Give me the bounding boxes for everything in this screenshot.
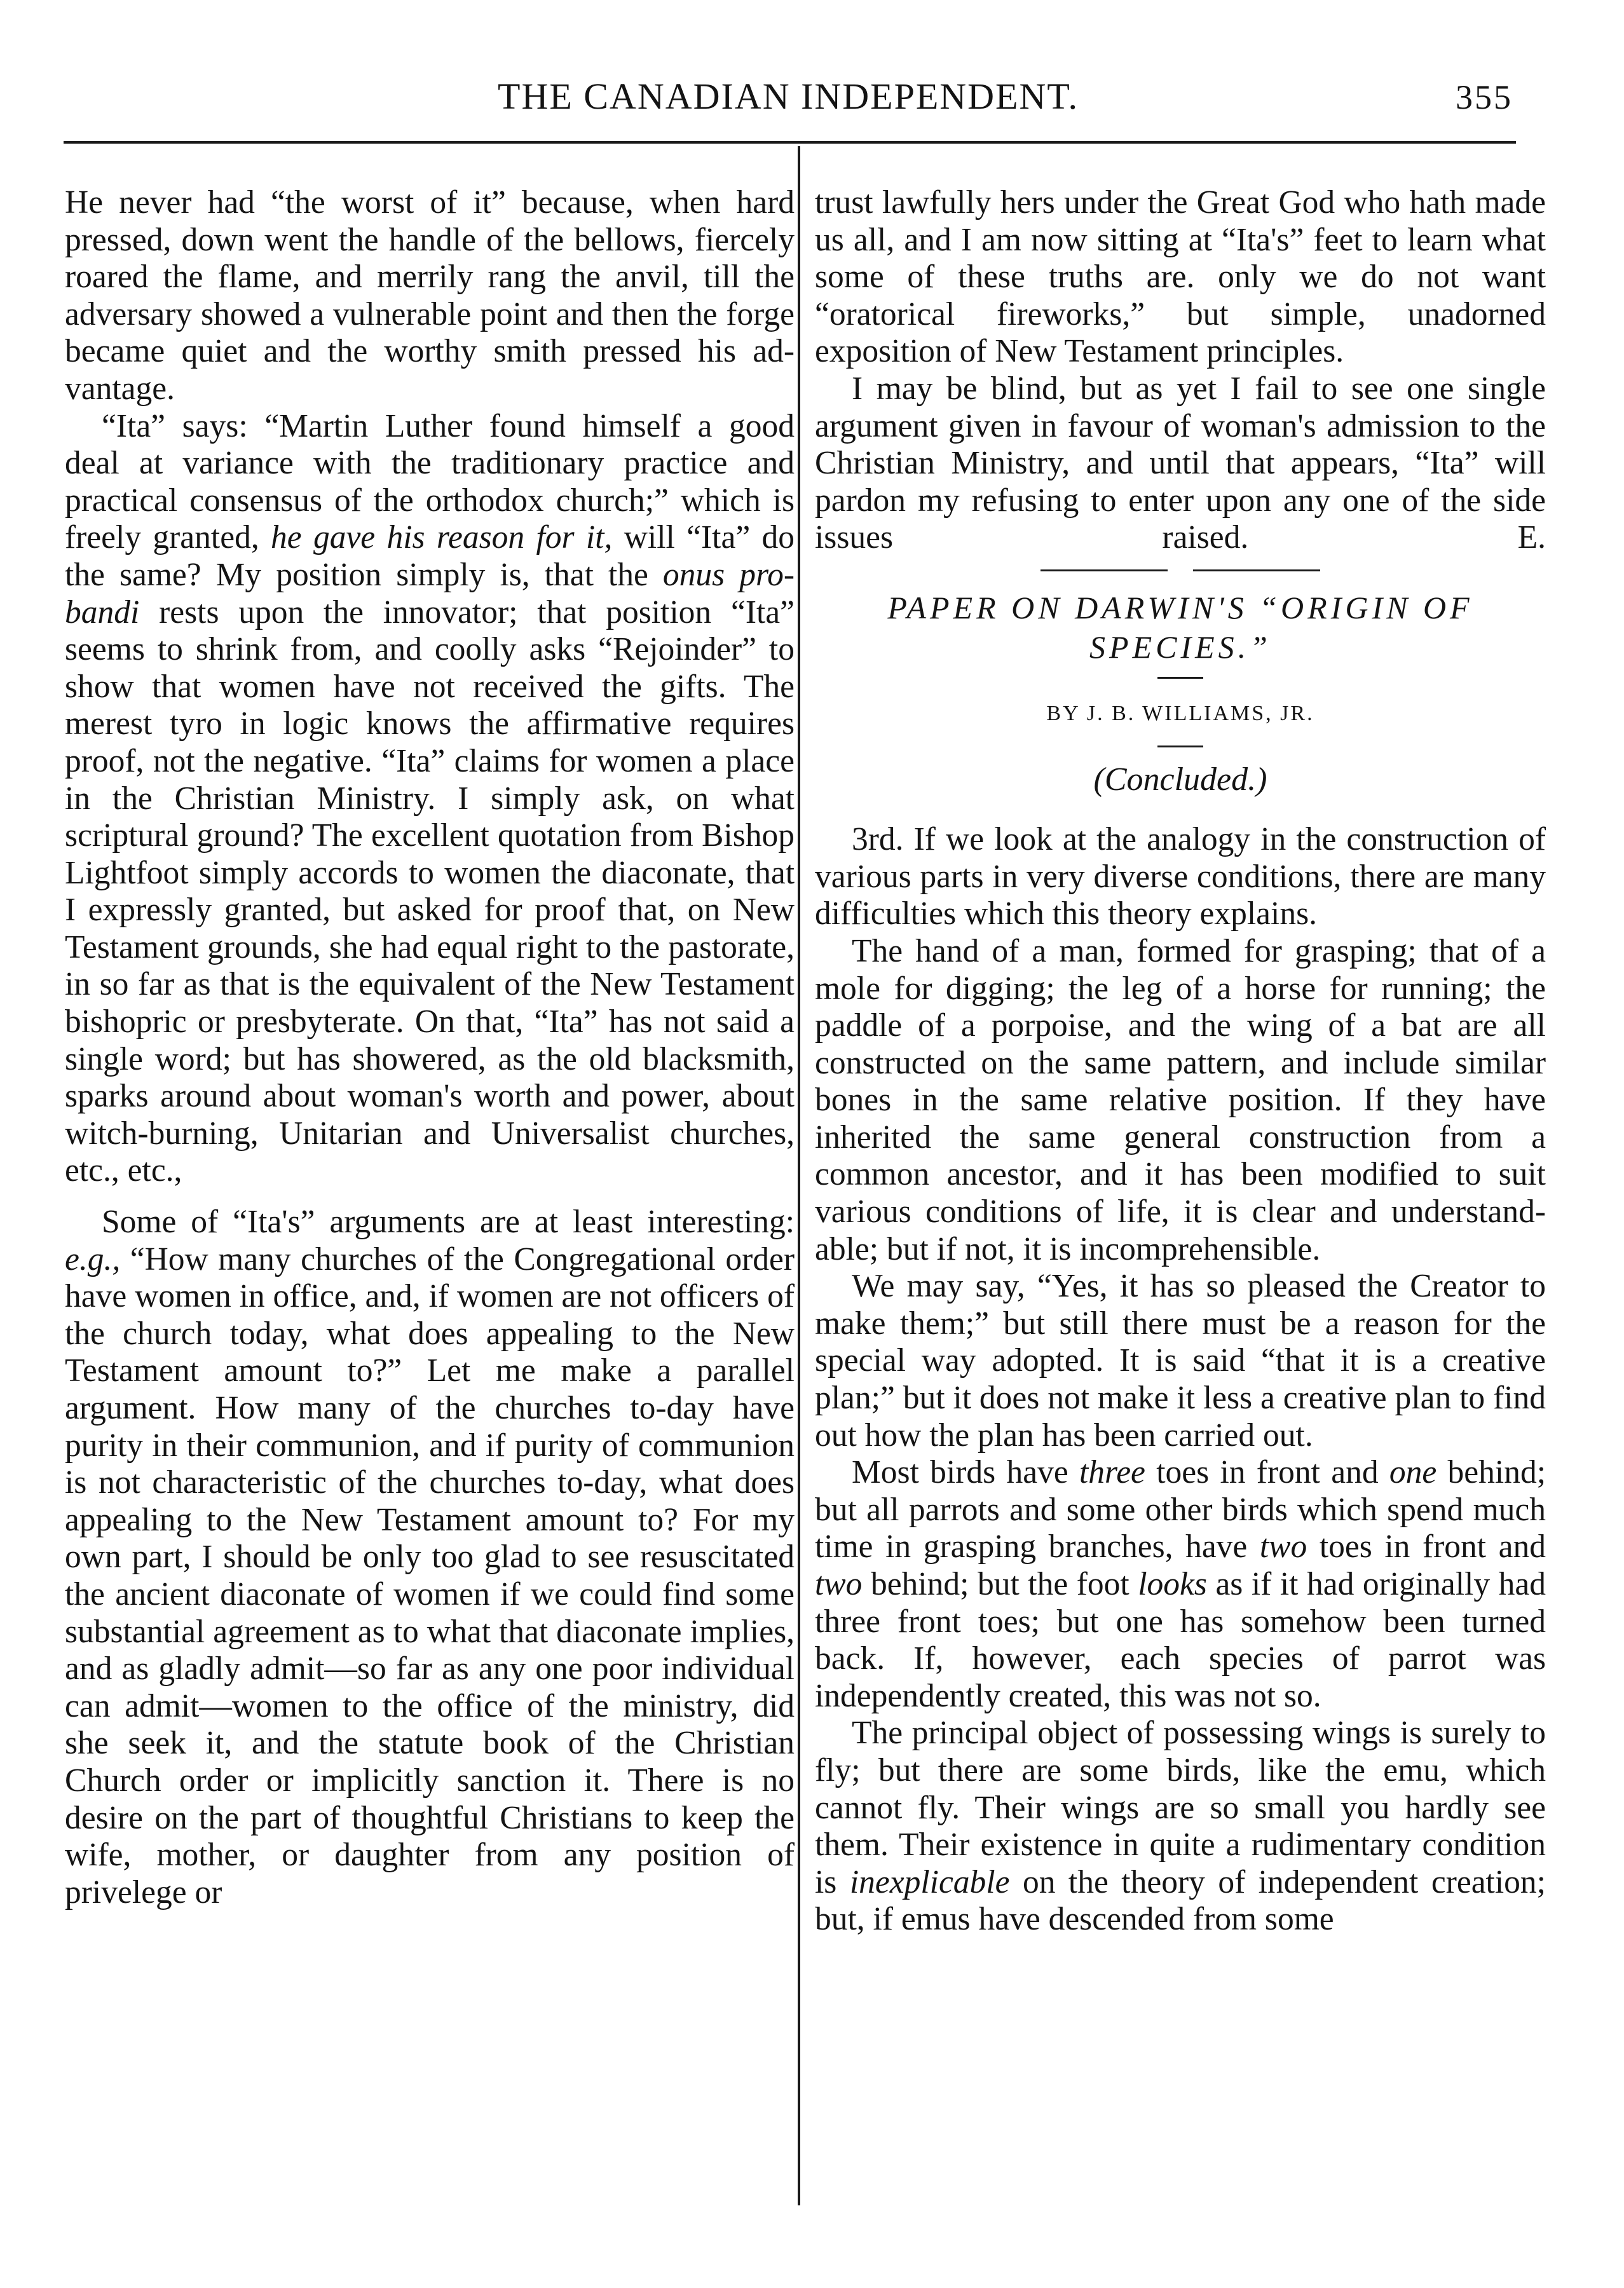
running-head [64,75,1513,126]
text-run: toes in front and [1307,1529,1546,1565]
text-run: on the theory of independent creation; but, if emus have descended from some [815,1863,1546,1938]
left-paragraph-1: He never had “the worst of it” because, when hard pressed, down went the handle of the bellows, fiercely roared the flame, and merrily rang the anvil, till the adversary showed a vulnerable point and then the forge became quiet and the worthy smith pressed his advantage. [65,184,795,407]
text-run: I may be blind, but as yet I fail to see one single argument given in favour of woman's admission to the Christian Ministry, and until that appears, “Ita” will pardon my refusing to enter upon any one of the side issues raised. [815,370,1546,556]
text-run: will “Ita” do the same? My position simply is, that the [65,519,795,593]
text-run: rests upon the innovator; that position “Ita” seems to shrink from, and coolly asks “Rejoinder” to show that women have not received the gifts. The merest tyro in logic knows the affirmative requires proof, not the negative. “Ita” claims for women a place in the Christian Ministry. I simply ask, on what scriptural ground? The excellent quotation from Bishop Lightfoot simply accords to women the diaconate, that I expressly granted, but asked for proof that, on New Testament grounds, she had equal right to the pastorate, in so far as that is the equivalent of the New Testament bishopric or presbyterate. On that, “Ita” has not said a single word; but has showered, as the old blacksmith, sparks around about woman's worth and power, about witch-burning, Unitarian and Universalist churches, etc., etc., [65,594,795,1189]
article-title-line: PAPER ON DARWIN'S “ORIGIN OF [887,589,1473,625]
italic-run: inexplicable [849,1863,1010,1900]
signature: E. [1517,519,1546,556]
italic-run: two [1259,1529,1307,1565]
concluded-note: (Concluded.) [1093,761,1267,798]
left-paragraph-2 [65,408,795,1190]
right-paragraph-7 [815,1715,1546,1938]
left-paragraph-3 [65,1204,795,1911]
right-paragraph-4: The hand of a man, formed for grasping; that of a mole for digging; the leg of a horse for running; the paddle of a porpoise, and the wing of a bat are all constructed on the same pattern, and include similar bones in the same relative position. If they have inherited the same general construction from a common ancestor, and it has been modified to suit various conditions of life, it is clear and understandable; but if not, it is incomprehensible. [815,932,1546,1267]
byline-rule [1157,746,1203,747]
text-run: The principal object of possessing wings is surely to fly; but there are some birds, like the emu, which cannot fly. Their wings are so small you hardly see them. Their existence in quite a rudimentary condition is [815,1715,1546,1900]
italic-run: e.g., [65,1241,121,1277]
journal-title: THE CANADIAN INDEPENDENT. [498,76,1079,117]
article-title-line: SPECIES.” [1089,629,1271,665]
text-run: behind; but all parrots and some other birds which spend much time in grasping branches, have [815,1454,1546,1565]
right-column [815,184,1546,1938]
text-run: Some of “Ita's” arguments are at least interesting: [102,1204,795,1241]
left-column [65,184,795,1911]
italic-run: onus probandi [65,556,795,630]
byline: BY J. B. WILLIAMS, JR. [1046,701,1314,725]
right-paragraph-6 [815,1454,1546,1715]
italic-run: he gave his reason for it, [271,519,613,556]
right-paragraph-5: We may say, “Yes, it has so pleased the Creator to make them;” but still there must be a reason for the special way adopted. It is said “that it is a creative plan;” but it does not make it less a creative plan to find out how the plan has been carried out. [815,1268,1546,1454]
title-rule [1157,677,1203,679]
article-title [815,588,1546,667]
italic-run: two [815,1566,863,1602]
section-separator [1041,569,1320,571]
right-paragraph-3: 3rd. If we look at the analogy in the construction of various parts in very diverse conditions, there are many difficulties which this theory explains. [815,821,1546,932]
text-run: toes in front and [1145,1454,1389,1491]
text-run: Most birds have [852,1454,1079,1491]
text-run: as if it had originally had three front toes; but one has somehow been turned back. If, however, each species of parrot was independently created, this was not so. [815,1566,1546,1714]
text-run: behind; but the foot [862,1566,1138,1602]
text-run: “Ita” says: “Martin Luther found himself a good deal at variance with the traditionary practice and practical consensus of the orthodox church;” which is freely granted, [65,407,795,556]
right-paragraph-1: trust lawfully hers under the Great God who hath made us all, and I am now sitting at “Ita's” feet to learn what some of these truths are. only we do not want “oratorical fireworks,” but simple, unadorned exposition of New Testament principles. [815,184,1546,370]
right-paragraph-2 [815,371,1546,557]
italic-run: one [1389,1454,1437,1491]
column-divider [798,146,800,2205]
page-number: 355 [1456,78,1513,116]
header-rule [64,141,1516,144]
italic-run: looks [1138,1566,1207,1602]
italic-run: three [1079,1454,1145,1491]
text-run: “How many churches of the Congregational order have women in office, and, if women are not officers of the church today, what does appealing to the New Testament amount to?” Let me make a parallel argument. How many of the churches to-day have purity in their communion, and if purity of communion is not characteristic of the churches to-day, what does appealing to the New Testament amount to? For my own part, I should be only too glad to see resuscitated the ancient diaconate of women if we could find some substantial agreement as to what that diaconate implies, and as gladly admit—so far as any one poor individual can admit—women to the office of the ministry, did she seek it, and the statute book of the Christian Church order or implicitly sanction it. There is no desire on the part of thoughtful Christians to keep the wife, mother, or daughter from any position of privelege or [65,1241,795,1910]
